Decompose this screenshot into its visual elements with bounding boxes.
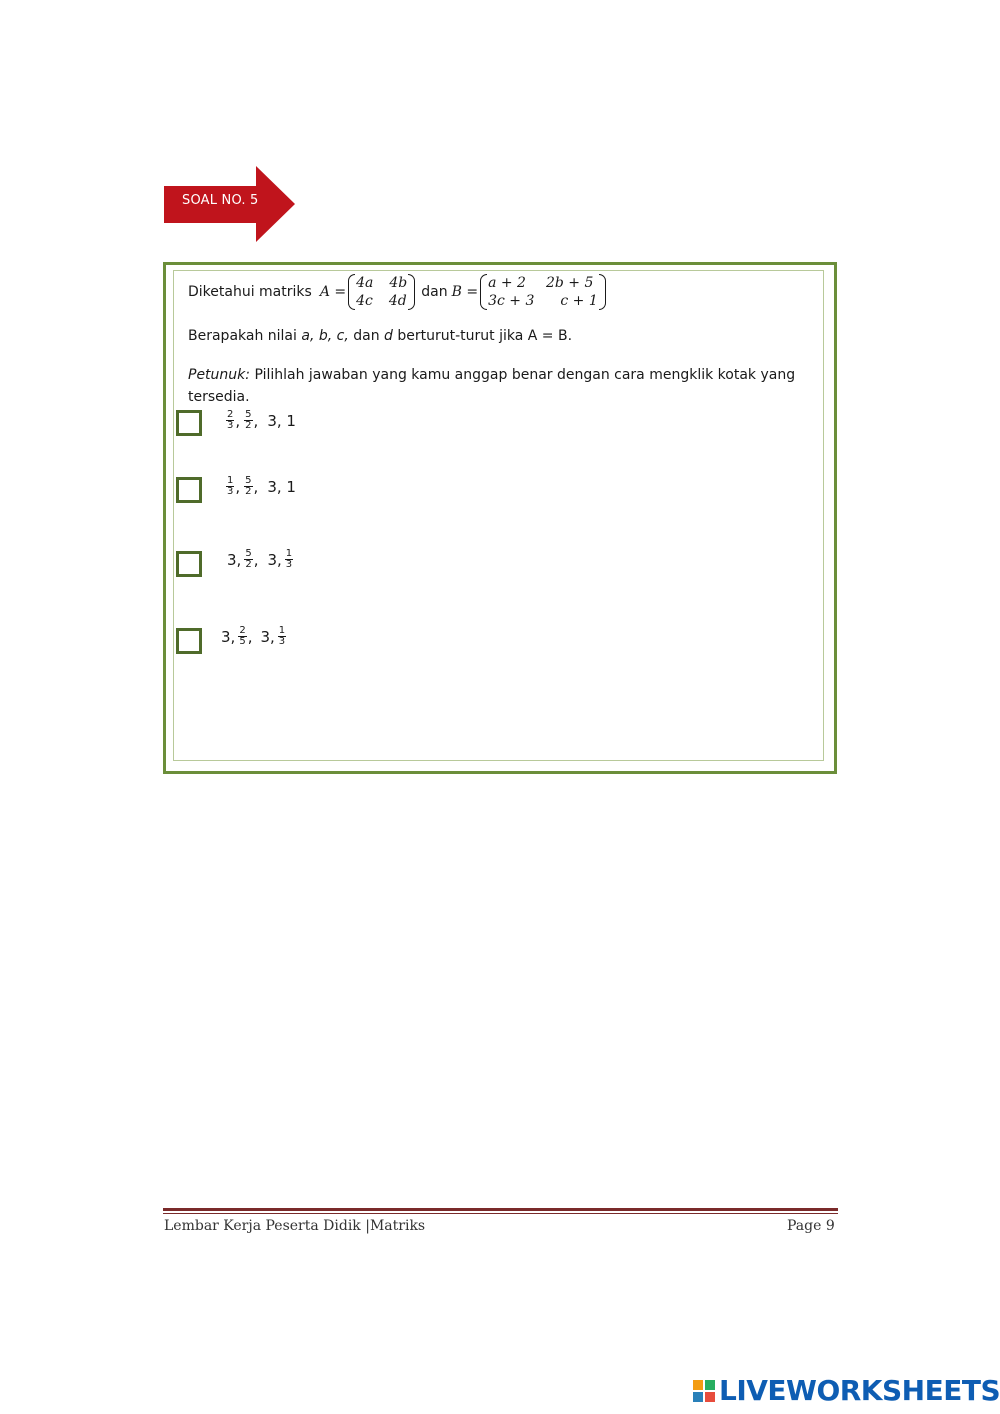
fraction-numerator: 2: [227, 409, 234, 420]
fraction-denominator: 3: [278, 636, 286, 647]
fraction-numerator: 1: [227, 475, 234, 486]
ask-d: d: [384, 328, 393, 344]
matrix-b-label: B =: [451, 284, 479, 300]
ask-dan: dan: [353, 328, 380, 344]
fraction-denominator: 2: [245, 420, 252, 431]
fraction-denominator: 3: [227, 486, 234, 497]
ask-post: berturut-turut jika A = B.: [397, 328, 573, 344]
hint-line-2: [188, 389, 250, 405]
footer-document-title: Lembar Kerja Peserta Didik |Matriks: [164, 1218, 426, 1234]
fraction-denominator: 2: [245, 486, 252, 497]
fraction-numerator: 5: [245, 548, 252, 559]
liveworksheets-brand[interactable]: [693, 1374, 1000, 1407]
matrix-b-cell: 3c + 3: [488, 293, 535, 309]
option-mid: 3,: [260, 627, 275, 646]
question-number-label: SOAL NO. 5: [182, 193, 259, 208]
dan-text: dan: [421, 284, 448, 300]
matrix-a-cell: 4a: [356, 275, 374, 291]
option-d-text: 3, $\frac{2}{5}$ , 3, $\frac{1}{3}$: [221, 625, 286, 647]
question-number-badge: [164, 166, 296, 242]
ask-vars: a, b, c,: [301, 328, 349, 344]
question-ask: [188, 328, 572, 344]
option-tail: 3, 1: [267, 477, 296, 496]
option-b-checkbox[interactable]: [176, 477, 202, 503]
question-statement: [188, 274, 608, 310]
matrix-a: [348, 274, 415, 310]
option-mid: 3,: [267, 550, 282, 569]
hint-label: Petunuk:: [188, 367, 250, 383]
hint-text: Pilihlah jawaban yang kamu anggap benar dengan cara mengklik kotak yang: [254, 367, 796, 383]
matrix-b-cell: 2b + 5: [545, 275, 594, 291]
hint-text-continued: tersedia.: [188, 389, 250, 405]
intro-text: Diketahui matriks: [188, 284, 312, 300]
option-a-text: $\frac{2}{3}$ , $\frac{5}{2}$ , 3, 1: [227, 409, 296, 431]
footer-page-number: Page 9: [787, 1218, 835, 1234]
ask-pre: Berapakah nilai: [188, 328, 297, 344]
fraction-numerator: 2: [239, 625, 246, 636]
option-d-checkbox[interactable]: [176, 628, 202, 654]
hint-line: [188, 367, 795, 383]
fraction-denominator: 3: [285, 559, 293, 570]
option-a-checkbox[interactable]: [176, 410, 202, 436]
option-b-text: $\frac{1}{3}$ , $\frac{5}{2}$ , 3, 1: [227, 475, 296, 497]
matrix-a-cell: 4d: [388, 293, 407, 309]
fraction-denominator: 2: [245, 559, 252, 570]
matrix-a-label: A =: [319, 284, 347, 300]
option-lead: 3,: [227, 550, 242, 569]
matrix-a-cell: 4b: [389, 275, 408, 291]
matrix-b: [480, 274, 606, 310]
option-lead: 3,: [221, 627, 236, 646]
fraction-numerator: 5: [245, 409, 252, 420]
matrix-b-cell: a + 2: [488, 275, 526, 291]
fraction-numerator: 1: [278, 625, 286, 636]
option-tail: 3, 1: [267, 411, 296, 430]
brand-name: LIVEWORKSHEETS: [719, 1374, 1000, 1407]
footer-divider: [163, 1208, 838, 1214]
fraction-denominator: 3: [227, 420, 234, 431]
matrix-a-cell: 4c: [356, 293, 373, 309]
liveworksheets-logo-icon: [693, 1380, 715, 1402]
fraction-denominator: 5: [239, 636, 246, 647]
fraction-numerator: 5: [245, 475, 252, 486]
option-c-text: 3, $\frac{5}{2}$ , 3, $\frac{1}{3}$: [227, 548, 293, 570]
fraction-numerator: 1: [285, 548, 293, 559]
option-c-checkbox[interactable]: [176, 551, 202, 577]
matrix-b-cell: c + 1: [560, 293, 598, 309]
